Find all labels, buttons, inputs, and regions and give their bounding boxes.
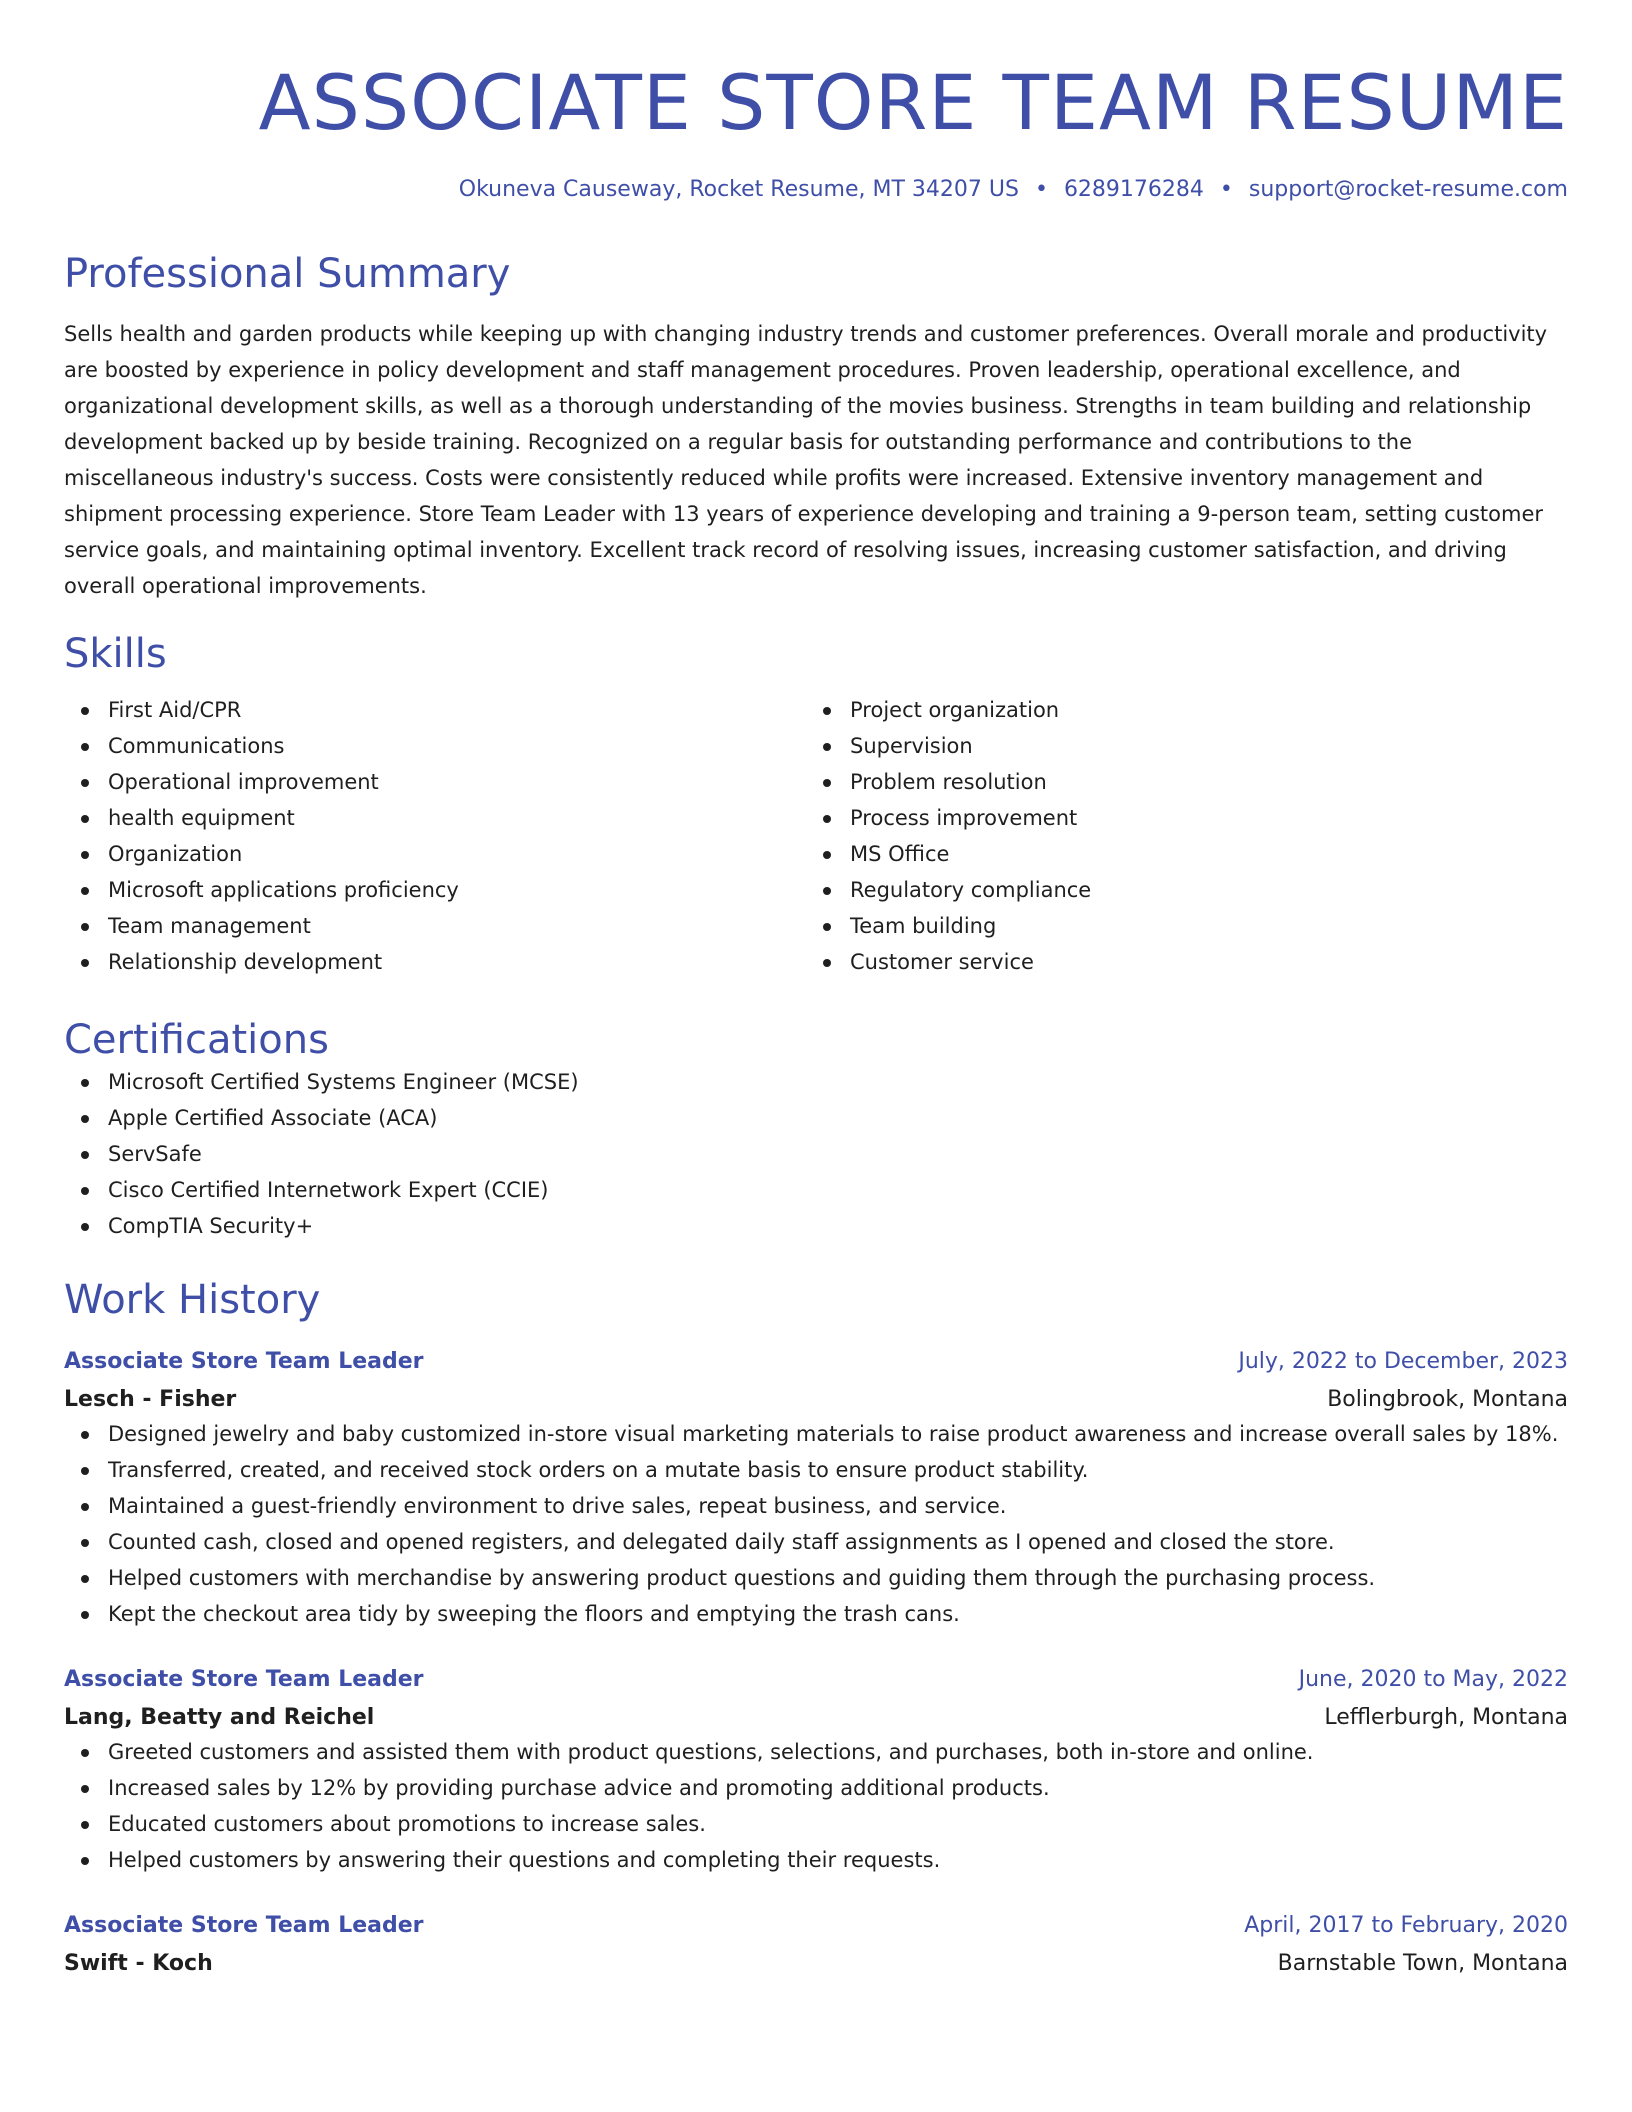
bullet-icon — [81, 1821, 89, 1829]
job-location: Barnstable Town, Montana — [1277, 1951, 1568, 1976]
contact-email: support@rocket-resume.com — [1248, 177, 1568, 202]
job-bullet: Transferred, created, and received stock orders on a mutate basis to ensure product stability. — [64, 1452, 1568, 1488]
job-entry — [64, 1346, 1568, 1632]
job-location: Bolingbrook, Montana — [1327, 1387, 1568, 1412]
bullet-icon — [81, 1115, 89, 1123]
bullet-icon — [823, 923, 831, 931]
job-bullet: Counted cash, closed and opened registers, and delegated daily staff assignments as I opened and closed the store. — [64, 1524, 1568, 1560]
bullet-icon — [823, 851, 831, 859]
job-bullet: Increased sales by 12% by providing purchase advice and promoting additional products. — [64, 1770, 1568, 1806]
job-dates: June, 2020 to May, 2022 — [1298, 1667, 1568, 1692]
job-bullet: Greeted customers and assisted them with product questions, selections, and purchases, both in-store and online. — [64, 1734, 1568, 1770]
work-history-heading: Work History — [64, 1277, 321, 1323]
bullet-icon — [81, 923, 89, 931]
bullet-icon — [81, 1857, 89, 1865]
skill-item: health equipment — [64, 800, 806, 836]
bullet-icon — [81, 959, 89, 967]
certification-item: Microsoft Certified Systems Engineer (MCSE) — [64, 1064, 1568, 1100]
certification-item: ServSafe — [64, 1136, 1568, 1172]
certification-item: Apple Certified Associate (ACA) — [64, 1100, 1568, 1136]
job-location: Lefflerburgh, Montana — [1324, 1705, 1568, 1730]
skills-column-right — [806, 692, 1548, 980]
bullet-icon — [81, 1575, 89, 1583]
skill-item: Team management — [64, 908, 806, 944]
skills-column-left — [64, 692, 806, 980]
bullet-icon — [81, 707, 89, 715]
job-title: Associate Store Team Leader — [64, 1667, 424, 1692]
job-company-row — [64, 1948, 1568, 1980]
bullet-icon — [81, 1539, 89, 1547]
job-bullet: Maintained a guest-friendly environment to drive sales, repeat business, and service. — [64, 1488, 1568, 1524]
skills-grid — [64, 692, 1568, 980]
bullet-icon — [823, 815, 831, 823]
bullet-icon — [81, 1431, 89, 1439]
summary-heading: Professional Summary — [64, 251, 511, 297]
bullet-icon — [823, 779, 831, 787]
job-entry — [64, 1910, 1568, 1980]
job-company-row — [64, 1702, 1568, 1734]
bullet-icon — [81, 815, 89, 823]
job-bullet: Educated customers about promotions to increase sales. — [64, 1806, 1568, 1842]
job-dates: April, 2017 to February, 2020 — [1244, 1913, 1568, 1938]
bullet-icon — [81, 1187, 89, 1195]
skill-item: Supervision — [806, 728, 1548, 764]
bullet-icon — [81, 1749, 89, 1757]
bullet-icon — [81, 1079, 89, 1087]
certification-item: Cisco Certified Internetwork Expert (CCIE) — [64, 1172, 1568, 1208]
job-company: Lesch - Fisher — [64, 1387, 237, 1412]
bullet-icon — [81, 1503, 89, 1511]
skill-item: Regulatory compliance — [806, 872, 1548, 908]
bullet-icon — [823, 959, 831, 967]
skill-item: Microsoft applications proficiency — [64, 872, 806, 908]
job-dates: July, 2022 to December, 2023 — [1238, 1349, 1568, 1374]
summary-text: Sells health and garden products while keeping up with changing industry trends and customer preferences. Overall morale and productivity are boosted by experience in policy development and staff management procedures. Proven leadership, operational excellence, and organizational development skills, as well as a thorough understanding of the movies business. Strengths in team building and relationship development backed up by beside training. Recognized on a regular basis for outstanding performance and contributions to the miscellaneous industry's success. Costs were consistently reduced while profits were increased. Extensive inventory management and shipment processing experience. Store Team Leader with 13 years of experience developing and training a 9-person team, setting customer service goals, and maintaining optimal inventory. Excellent track record of resolving issues, increasing customer satisfaction, and driving overall operational improvements. — [64, 322, 1548, 598]
job-title: Associate Store Team Leader — [64, 1349, 424, 1374]
bullet-icon — [81, 1611, 89, 1619]
job-entry — [64, 1664, 1568, 1878]
skill-item: Organization — [64, 836, 806, 872]
skill-item: Project organization — [806, 692, 1548, 728]
job-header-row — [64, 1910, 1568, 1942]
bullet-icon — [81, 1223, 89, 1231]
contact-address: Okuneva Causeway, Rocket Resume, MT 34207 US — [458, 177, 1019, 202]
skill-item: MS Office — [806, 836, 1548, 872]
contact-phone: 6289176284 — [1063, 177, 1204, 202]
skill-item: Process improvement — [806, 800, 1548, 836]
contact-separator: • — [1034, 177, 1048, 202]
job-company: Lang, Beatty and Reichel — [64, 1705, 375, 1730]
bullet-icon — [81, 1467, 89, 1475]
job-header-row — [64, 1346, 1568, 1378]
bullet-icon — [823, 887, 831, 895]
skill-item: Problem resolution — [806, 764, 1548, 800]
skills-list-left — [64, 692, 806, 980]
skill-item: Customer service — [806, 944, 1548, 980]
job-bullet: Designed jewelry and baby customized in-store visual marketing materials to raise product awareness and increase overall sales by 18%. — [64, 1416, 1568, 1452]
job-bullet-list — [64, 1734, 1568, 1878]
contact-separator: • — [1219, 177, 1233, 202]
bullet-icon — [823, 743, 831, 751]
job-bullet: Kept the checkout area tidy by sweeping the floors and emptying the trash cans. — [64, 1596, 1568, 1632]
bullet-icon — [81, 1785, 89, 1793]
bullet-icon — [81, 743, 89, 751]
bullet-icon — [81, 1151, 89, 1159]
bullet-icon — [81, 779, 89, 787]
contact-line — [64, 174, 1568, 206]
job-bullet: Helped customers by answering their questions and completing their requests. — [64, 1842, 1568, 1878]
bullet-icon — [81, 887, 89, 895]
job-header-row — [64, 1664, 1568, 1696]
job-company: Swift - Koch — [64, 1951, 213, 1976]
skills-list-right — [806, 692, 1548, 980]
resume-title: ASSOCIATE STORE TEAM RESUME — [258, 58, 1568, 147]
certification-item: CompTIA Security+ — [64, 1208, 1568, 1244]
job-title: Associate Store Team Leader — [64, 1913, 424, 1938]
skill-item: Operational improvement — [64, 764, 806, 800]
resume-page — [64, 0, 1568, 1980]
bullet-icon — [823, 707, 831, 715]
skill-item: First Aid/CPR — [64, 692, 806, 728]
skills-heading: Skills — [64, 631, 167, 677]
certifications-list — [64, 1064, 1568, 1244]
job-bullet-list — [64, 1416, 1568, 1632]
job-company-row — [64, 1384, 1568, 1416]
certifications-heading: Certifications — [64, 1017, 329, 1063]
skill-item: Relationship development — [64, 944, 806, 980]
skill-item: Communications — [64, 728, 806, 764]
bullet-icon — [81, 851, 89, 859]
job-bullet: Helped customers with merchandise by answering product questions and guiding them through the purchasing process. — [64, 1560, 1568, 1596]
skill-item: Team building — [806, 908, 1548, 944]
